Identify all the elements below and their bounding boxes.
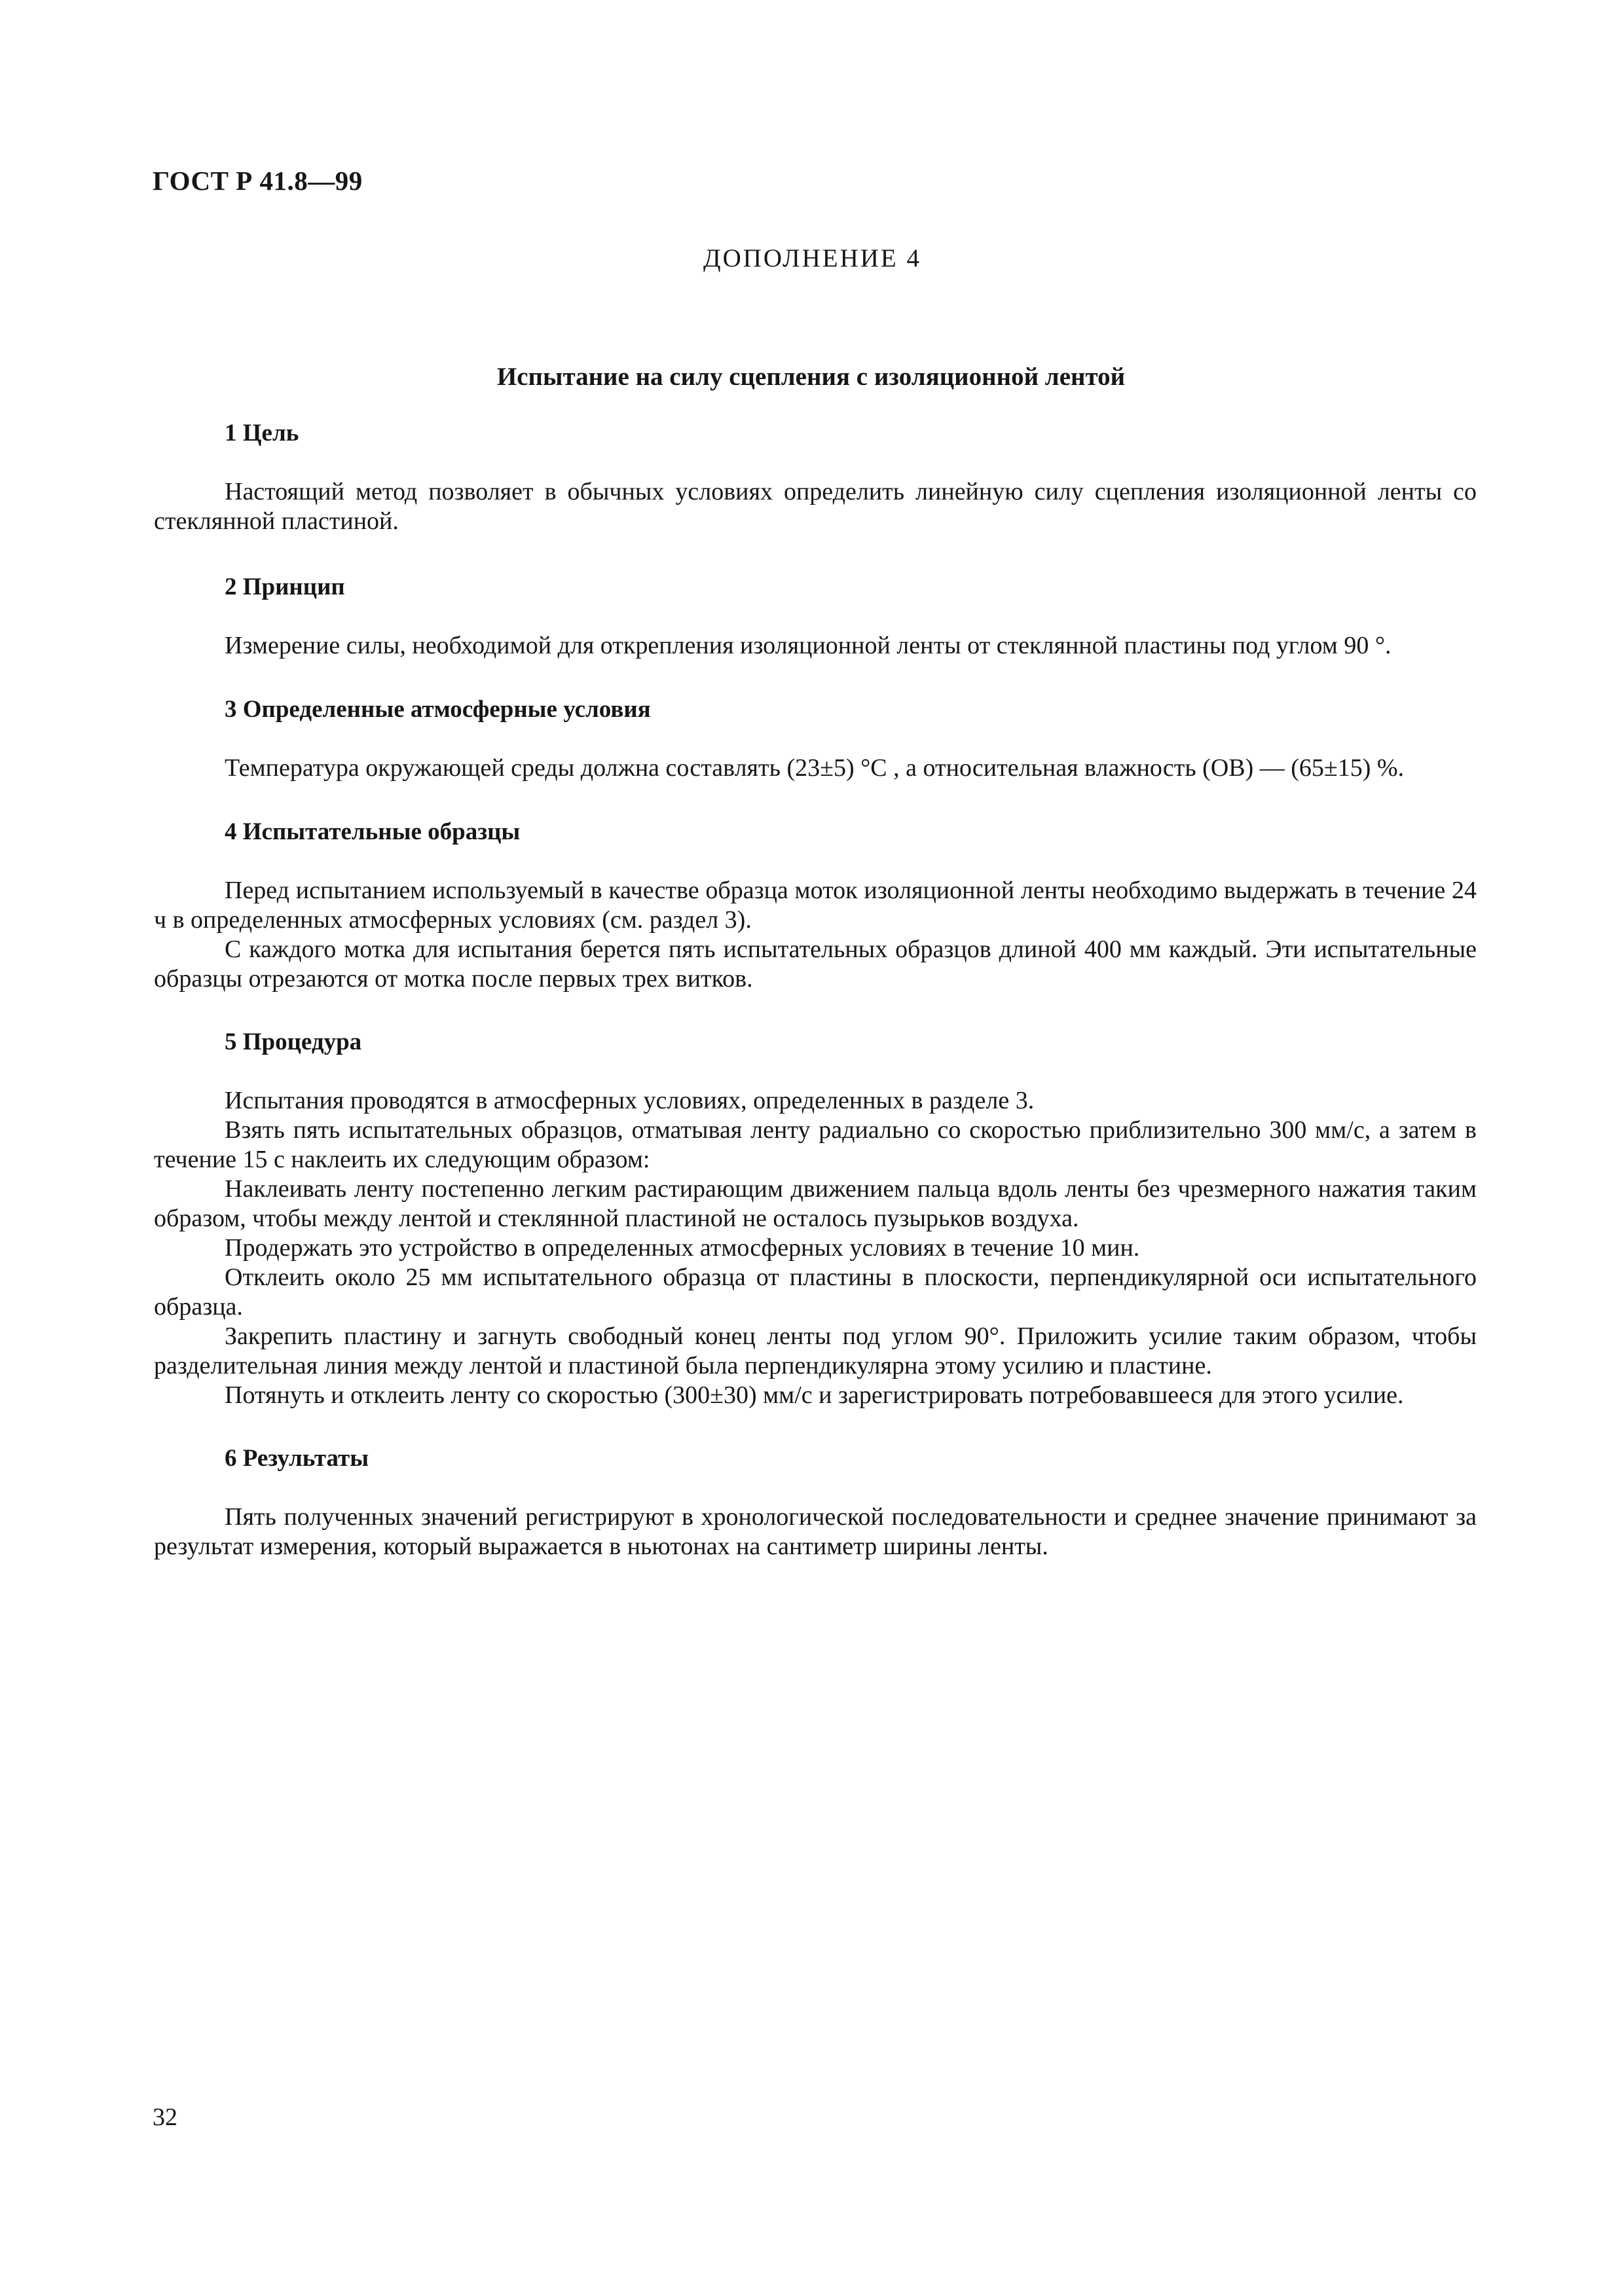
paragraph: Закрепить пластину и загнуть свободный конец ленты под углом 90°. Приложить усилие таким образом, чтобы разделительная линия между лентой и пластиной была перпендикулярна этому усилию и пластине. — [154, 1322, 1477, 1379]
section-heading: 6 Результаты — [225, 1445, 369, 1472]
section-test-samples — [154, 816, 1477, 994]
document-code: ГОСТ Р 41.8—99 — [153, 166, 363, 196]
section-paragraphs — [154, 1086, 1477, 1410]
document-title: Испытание на силу сцепления с изоляционной лентой — [496, 363, 1126, 391]
section-heading: 1 Цель — [225, 420, 299, 446]
section-paragraphs — [154, 477, 1477, 536]
paragraph: Наклеивать ленту постепенно легким растирающим движением пальца вдоль ленты без чрезмерного нажатия таким образом, чтобы между лентой и стеклянной пластиной не осталось пузырьков воздуха. — [154, 1175, 1477, 1232]
page-number: 32 — [153, 2104, 177, 2131]
section-heading: 3 Определенные атмосферные условия — [225, 696, 651, 723]
paragraph: Перед испытанием используемый в качестве образца моток изоляционной ленты необходимо выдержать в течение 24 ч в определенных атмосферных условиях (см. раздел 3). — [154, 877, 1477, 934]
section-results — [154, 1443, 1477, 1561]
section-heading: 2 Принцип — [225, 574, 345, 600]
paragraph: Настоящий метод позволяет в обычных условиях определить линейную силу сцепления изоляционной ленты со стеклянной пластиной. — [154, 478, 1477, 535]
section-atmospheric-conditions — [154, 694, 1477, 783]
section-procedure — [154, 1027, 1477, 1410]
paragraph: Измерение силы, необходимой для открепления изоляционной ленты от стеклянной пластины под углом 90 °. — [225, 632, 1392, 659]
paragraph: Отклеить около 25 мм испытательного образца от пластины в плоскости, перпендикулярной оси испытательного образца. — [154, 1264, 1477, 1321]
section-purpose — [154, 418, 1477, 536]
section-heading: 5 Процедура — [225, 1029, 362, 1055]
paragraph: Температура окружающей среды должна составлять (23±5) °С , а относительная влажность (ОВ) — (65±15) %. — [225, 754, 1405, 782]
section-heading: 4 Испытательные образцы — [225, 818, 521, 845]
paragraph: Испытания проводятся в атмосферных условиях, определенных в разделе 3. — [225, 1087, 1035, 1114]
paragraph: Пять полученных значений регистрируют в хронологической последовательности и среднее значение принимают за результат измерения, который выражается в ньютонах на сантиметр ширины ленты. — [154, 1503, 1477, 1560]
paragraph: Продержать это устройство в определенных атмосферных условиях в течение 10 мин. — [225, 1234, 1140, 1262]
document-body — [154, 418, 1477, 1561]
section-paragraphs — [154, 1503, 1477, 1561]
section-paragraphs — [154, 631, 1477, 661]
paragraph: Потянуть и отклеить ленту со скоростью (300±30) мм/с и зарегистрировать потребовавшееся для этого усилие. — [225, 1381, 1404, 1409]
paragraph: Взять пять испытательных образцов, отматывая ленту радиально со скоростью приблизительно 300 мм/с, а затем в течение 15 с наклеить их следующим образом: — [154, 1116, 1477, 1173]
section-paragraphs — [154, 754, 1477, 783]
section-paragraphs — [154, 876, 1477, 994]
appendix-label: ДОПОЛНЕНИЕ 4 — [703, 244, 921, 272]
section-principle — [154, 572, 1477, 661]
paragraph: С каждого мотка для испытания берется пять испытательных образцов длиной 400 мм каждый. Эти испытательные образцы отрезаются от мотка после первых трех витков. — [154, 936, 1477, 993]
